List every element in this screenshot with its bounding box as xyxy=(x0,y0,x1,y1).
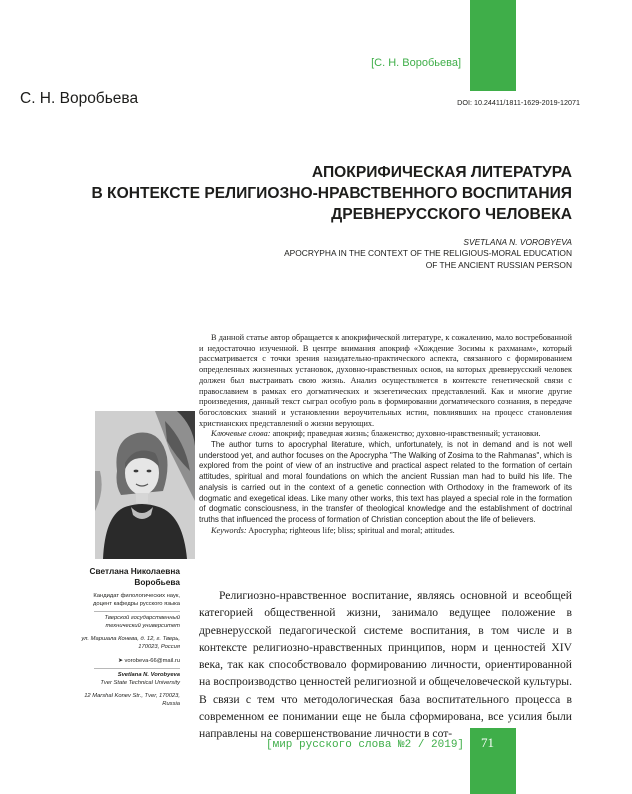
keywords-ru xyxy=(199,429,572,440)
keywords-en-label: Keywords: xyxy=(211,525,247,535)
author-info xyxy=(80,566,180,709)
page-author: С. Н. Воробьева xyxy=(20,90,139,107)
body-paragraph: Религиозно-нравственное воспитание, являясь основной и всеобщей категорией общественной жизни, занимало ведущее положение в древнерусской педагогической системе воспитания, в том числе и в контексте религиозно-нравственных принципов, норм и ценностей XIV века, так как способствовало формированию личности, ориентированной на воспроизводство ценностей религиозной и общечеловеческой культуры. В связи с тем что методологическая база воспитательного процесса в современном ее понимании еще не была сформирована, все усилия были направлены на совершенствование личности в сот- xyxy=(199,589,572,741)
green-tab-top xyxy=(470,0,516,91)
title-en-line: OF THE ANCIENT RUSSIAN PERSON xyxy=(425,259,572,270)
keywords-ru-text: апокриф; праведная жизнь; блаженство; духовно-нравственный; установки. xyxy=(272,429,541,439)
title-ru-line: В КОНТЕКСТЕ РЕЛИГИОЗНО-НРАВСТВЕННОГО ВОСПИТАНИЯ xyxy=(91,185,572,202)
author-degree: Кандидат филологических наук, доцент кафедры русского языка xyxy=(93,593,180,607)
page-number: 71 xyxy=(481,735,494,750)
author-name-line2: Воробьева xyxy=(134,576,180,587)
author-name-en: Svetlana N. Vorobyeva xyxy=(117,672,180,679)
divider xyxy=(94,668,180,669)
article-title-ru xyxy=(52,162,572,225)
doi: DOI: 10.24411/1811-1629-2019-12071 xyxy=(457,98,580,107)
author-university-ru: Тверской государственный технический университет xyxy=(104,615,180,629)
abstract-en: The author turns to apocryphal literature, which, unfortunately, is not in demand and is not well understood yet, and author focuses on the Apocrypha "The Walking of Zosima to the Rahmanas", which is explored from the point of view of an instructive and practical aspect related to the formation of certain attitudes, spiritual and moral foundations on which the ancient Russian man had to build his life. The analysis is carried out in the context of a genetic connection with Orthodoxy in the framework of its dogmatic and exegetical ideas. Like many other works, this text has played a special role in the formation of dogmatic consciousness, in the transfer of theological knowledge and the establishment of doctrinal truths that influenced the process of formation of Christian conception about the life of believers. xyxy=(199,440,572,524)
divider xyxy=(94,611,180,612)
keywords-en xyxy=(199,526,572,537)
keywords-ru-label: Ключевые слова: xyxy=(211,429,271,439)
title-ru-line: АПОКРИФИЧЕСКАЯ ЛИТЕРАТУРА xyxy=(311,164,572,181)
author-university-en: Tver State Technical University xyxy=(100,679,180,686)
title-ru-line: ДРЕВНЕРУССКОГО ЧЕЛОВЕКА xyxy=(331,206,572,223)
author-address-ru: ул. Маршала Конева, д. 12, г. Тверь, 170023, Россия xyxy=(81,636,180,650)
author-photo xyxy=(95,411,195,559)
author-name-line1: Светлана Николаевна xyxy=(89,566,180,576)
author-en: SVETLANA N. VOROBYEVA xyxy=(463,237,572,247)
abstract xyxy=(199,333,572,536)
abstract-ru: В данной статье автор обращается к апокрифической литературе, к сожалению, мало востребованной и недостаточно изученной. В центре внимания апокриф «Хождение Зосимы к рахманам», который рассматривается с точки зрения назидательно-практического аспекта, связанного с формированием определенных жизненных установок, духовно-нравственных основ, на которых древнерусский человек должен был выстраивать свою жизнь. Анализ осуществляется в контексте генетической связи с православием в рамках его догматических и экзегетических представлений. Как и многие другие произведения, данный текст сыграл особую роль в формировании догматического сознания, в передаче богословских знаний и установлении вероучительных истин, повлиявших на процесс становления христианских представлений о жизни верующих. xyxy=(199,333,572,428)
running-head: [С. Н. Воробьева] xyxy=(371,57,461,69)
keywords-en-text: Apocrypha; righteous life; bliss; spiritual and moral; attitudes. xyxy=(248,525,455,535)
author-address-en: 12 Marshal Konev Str., Tver, 170023, Russia xyxy=(84,693,180,707)
journal-name: [мир русского слова №2 / 2019] xyxy=(266,739,465,751)
title-en-line: APOCRYPHA IN THE CONTEXT OF THE RELIGIOUS-MORAL EDUCATION xyxy=(284,248,572,258)
article-title-en xyxy=(172,248,572,271)
article-body xyxy=(199,587,572,743)
author-email[interactable]: ➤ vorobeva-66@mail.ru xyxy=(118,657,180,664)
